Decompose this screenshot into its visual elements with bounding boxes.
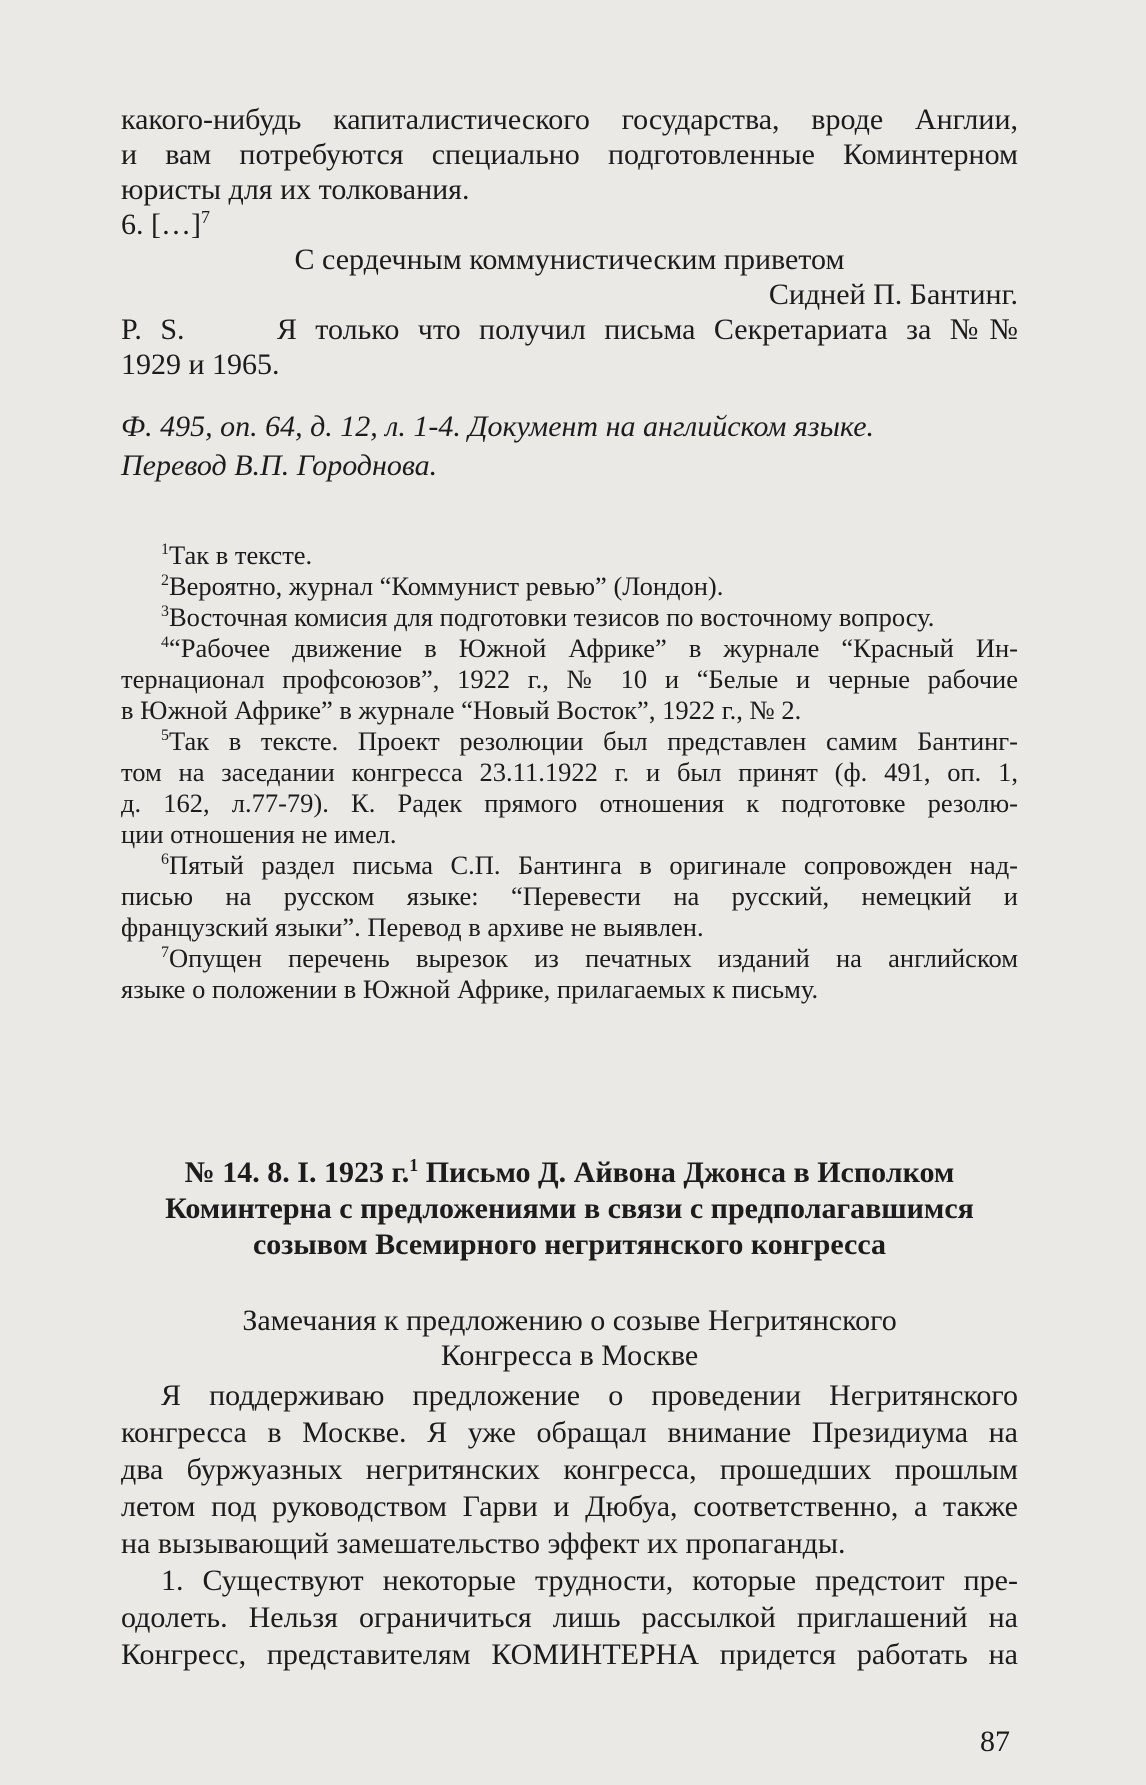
footnote-line: том на заседании конгресса 23.11.1922 г. и был принят (ф. 491, оп. 1, bbox=[121, 757, 1018, 787]
text-line: конгресса в Москве. Я уже обращал внимание Президиума на bbox=[121, 1416, 1018, 1449]
heading-line: № 14. 8. I. 1923 г.$^1$ Письмо Д. Айвона Джонса в Исполком bbox=[184, 1155, 955, 1189]
text-line: летом под руководством Гарви и Дюбуа, соответственно, а также bbox=[121, 1490, 1018, 1523]
postscript-line: P. S. Я только что получил письма Секретариата за №№ bbox=[121, 313, 1018, 346]
footnote-7: $^7$Опущен перечень вырезок из печатных изданий на английском bbox=[161, 943, 1018, 973]
footnote-line: писью на русском языке: “Перевести на русский, немецкий и bbox=[121, 881, 1018, 911]
letter-ending bbox=[121, 102, 1018, 382]
text-line: какого-нибудь капиталистического государства, вроде Англии, bbox=[121, 103, 1018, 136]
item-6: 6. […]$^7$ bbox=[121, 207, 210, 241]
footnotes bbox=[121, 540, 1018, 1005]
text-line: Конгресс, представителям КОМИНТЕРНА придется работать на bbox=[121, 1638, 1018, 1671]
source-line: Ф. 495, оп. 64, д. 12, л. 1-4. Документ на английском языке. bbox=[121, 410, 875, 443]
footnote-line: д. 162, л.77-79). К. Радек прямого отношения к подготовке резолю- bbox=[121, 788, 1018, 818]
footnote-line: тернационал профсоюзов”, 1922 г., № 10 и “Белые и черные рабочие bbox=[121, 664, 1018, 694]
text-line: 1. Существуют некоторые трудности, которые предстоит пре- bbox=[161, 1564, 1018, 1597]
footnote-5: $^5$Так в тексте. Проект резолюции был представлен самим Бантинг- bbox=[161, 726, 1018, 756]
footnote-line: в Южной Африке” в журнале “Новый Восток”, 1922 г., № 2. bbox=[121, 695, 802, 725]
subtitle-line: Замечания к предложению о созыве Негритянского bbox=[242, 1304, 897, 1337]
subtitle-line: Конгресса в Москве bbox=[440, 1339, 699, 1372]
heading-line: Коминтерна с предложениями в связи с предполагавшимся bbox=[165, 1192, 974, 1225]
text-line: и вам потребуются специально подготовленные Коминтерном bbox=[121, 138, 1018, 171]
heading-line: созывом Всемирного негритянского конгресса bbox=[252, 1228, 887, 1261]
footnote-2: $^2$Вероятно, журнал “Коммунист ревью” (Лондон). bbox=[161, 571, 724, 601]
footnote-ref: 1 bbox=[409, 1155, 419, 1175]
closing-greeting: С сердечным коммунистическим приветом bbox=[294, 243, 845, 276]
footnote-1: $^1$Так в тексте. bbox=[161, 540, 313, 570]
footnote-3: $^3$Восточная комисия для подготовки тезисов по восточному вопросу. bbox=[161, 602, 935, 632]
source-line: Перевод В.П. Городнова. bbox=[121, 449, 438, 482]
footnote-line: языке о положении в Южной Африке, прилагаемых к письму. bbox=[121, 974, 819, 1004]
footnote-6: $^6$Пятый раздел письма С.П. Бантинга в оригинале сопровожден над- bbox=[161, 850, 1018, 880]
footnote-line: французский языки”. Перевод в архиве не выявлен. bbox=[121, 912, 704, 942]
text-line: одолеть. Нельзя ограничиться лишь рассылкой приглашений на bbox=[121, 1601, 1018, 1634]
signature: Сидней П. Бантинг. bbox=[768, 278, 1018, 311]
footnote-4: $^4$“Рабочее движение в Южной Африке” в журнале “Красный Ин- bbox=[161, 633, 1018, 663]
page-number: 87 bbox=[980, 1725, 1010, 1758]
document-subtitle bbox=[121, 1303, 1018, 1373]
footnote-ref: 7 bbox=[200, 207, 210, 227]
document-14-heading bbox=[121, 1155, 1018, 1263]
footnote-line: ции отношения не имел. bbox=[121, 819, 397, 849]
document-body bbox=[121, 1377, 1018, 1673]
text-line: на вызывающий замешательство эффект их пропаганды. bbox=[121, 1527, 846, 1560]
postscript-line: 1929 и 1965. bbox=[121, 348, 280, 381]
archival-source bbox=[121, 407, 1018, 485]
text-line: Я поддерживаю предложение о проведении Негритянского bbox=[161, 1379, 1018, 1412]
text-line: юристы для их толкования. bbox=[121, 173, 470, 206]
text-line: два буржуазных негритянских конгресса, прошедших прошлым bbox=[121, 1453, 1018, 1486]
